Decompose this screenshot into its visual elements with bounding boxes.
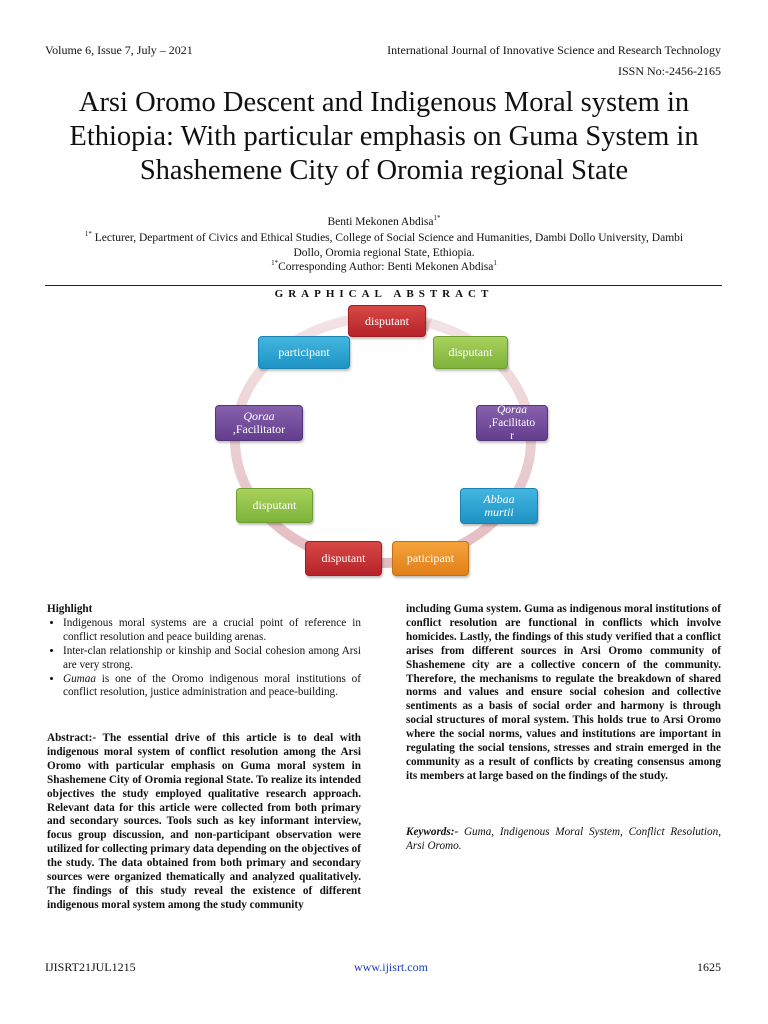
- keywords-text: Guma, Indigenous Moral System, Conflict Resolution, Arsi Oromo.: [406, 826, 721, 852]
- highlight-term: Gumaa: [63, 672, 96, 685]
- page-number: 1625: [697, 960, 721, 974]
- keywords: [406, 826, 721, 854]
- paper-title: Arsi Oromo Descent and Indigenous Moral system in Ethiopia: With particular emphasis on Guma System in Shashemene City of Oromia regional State: [69, 87, 699, 186]
- highlight-item: [63, 673, 361, 701]
- abstract-label: Abstract:-: [47, 732, 97, 744]
- node-disputant-top: [348, 305, 426, 337]
- article-code: IJISRT21JUL1215: [45, 960, 136, 974]
- affiliation-sup: 1*: [84, 230, 92, 238]
- abstract-text-left: The essential drive of this article is to deal with indigenous moral system of conflict resolution among the Arsi Oromo with particular emphasis on Guma moral system in Shashemene City of Oromia regional State. To realize its intended objectives the study employed qualitative research approach. Relevant data for this article were collected from both primary and secondary sources. Tools such as key informant interview, focus group discussion, and non-participant observation were utilized for collecting primary data depending on the objectives of the study. The data obtained from both primary and secondary sources were organized thematically and analyzed qualitatively. The findings of this study reveal the existence of different indigenous moral system among the study community: [47, 732, 361, 911]
- node-abbaa-murtii: [460, 488, 538, 524]
- abstract-right: [406, 603, 721, 784]
- highlight-item-text: is one of the Oromo indigenous moral institutions of conflict resolution, justice administration and peace-building.: [63, 672, 361, 699]
- author-name: Benti Mekonen Abdisa: [327, 215, 434, 228]
- node-qoraa-facilitator-right: [476, 405, 548, 441]
- node-disputant-bottom: [305, 541, 382, 576]
- node-label: disputant: [448, 345, 493, 359]
- node-label: disputant: [321, 551, 366, 565]
- journal-url[interactable]: www.ijisrt.com: [354, 960, 428, 974]
- node-participant-top-left: [258, 336, 350, 369]
- affiliation-line2: Dollo, Oromia regional State, Ethiopia.: [293, 246, 475, 259]
- node-label: paticipant: [406, 551, 455, 565]
- highlight-list: [47, 617, 361, 700]
- highlight-heading: Highlight: [47, 603, 93, 615]
- abstract-text-right: including Guma system. Guma as indigenous moral institutions of conflict resolution are functional in conflicts which involve homicides. Lastly, the findings of this study verified that a conflict arises from different sources in Arsi Oromo community of Shashemene city are a collective concern of the community. Therefore, the mechanisms to regulate the breakdown of shared norms and values and ensure social cohesion and collective sentiments as a basis of social order and harmony is through social structures of moral system. This holds true to Arsi Oromo where the social norms, values and institutions are important in regulating the social tensions, stresses and strain emerged in the community as a result of conflicts by creating consensus among its members at large based on the findings of the study.: [406, 603, 721, 782]
- node-label: r: [510, 429, 514, 442]
- node-label: Qoraa: [496, 403, 528, 416]
- volume-issue: Volume 6, Issue 7, July – 2021: [45, 43, 193, 57]
- node-label: Qoraa: [243, 409, 275, 423]
- highlight-item: • Indigenous moral systems are a crucial point of reference in conflict resolution and peace building arenas.: [63, 617, 361, 645]
- affiliation-line1: Lecturer, Department of Civics and Ethical Studies, College of Social Science and Humanities, Dambi Dollo University, Dambi: [91, 231, 684, 244]
- node-label: participant: [278, 345, 330, 359]
- issn: ISSN No:-2456-2165: [617, 64, 721, 78]
- keywords-label: Keywords:-: [406, 826, 459, 838]
- node-paticipant: [392, 541, 469, 576]
- node-label: murtii: [484, 505, 514, 519]
- node-qoraa-facilitator-left: [215, 405, 303, 441]
- corr-end-sup: 1: [493, 259, 497, 267]
- highlight-section: [47, 603, 361, 700]
- node-label: Abbaa: [483, 492, 515, 506]
- author-sup: 1*: [433, 214, 441, 222]
- abstract-left: [47, 732, 361, 913]
- corr-sup: 1*: [271, 259, 279, 267]
- journal-name: International Journal of Innovative Science and Research Technology: [387, 43, 721, 57]
- node-label: disputant: [252, 498, 297, 512]
- graphical-abstract-heading: GRAPHICAL ABSTRACT: [274, 288, 494, 300]
- node-disputant-top-right: [433, 336, 508, 369]
- node-label: disputant: [365, 313, 409, 328]
- node-label: ,Facilitator: [232, 422, 286, 436]
- highlight-item: • Inter-clan relationship or kinship and Social cohesion among Arsi are very strong.: [63, 645, 361, 673]
- node-disputant-left-lower: [236, 488, 313, 523]
- corresponding-text: Corresponding Author: Benti Mekonen Abdisa: [278, 260, 494, 273]
- node-label: ,Facilitato: [488, 416, 536, 429]
